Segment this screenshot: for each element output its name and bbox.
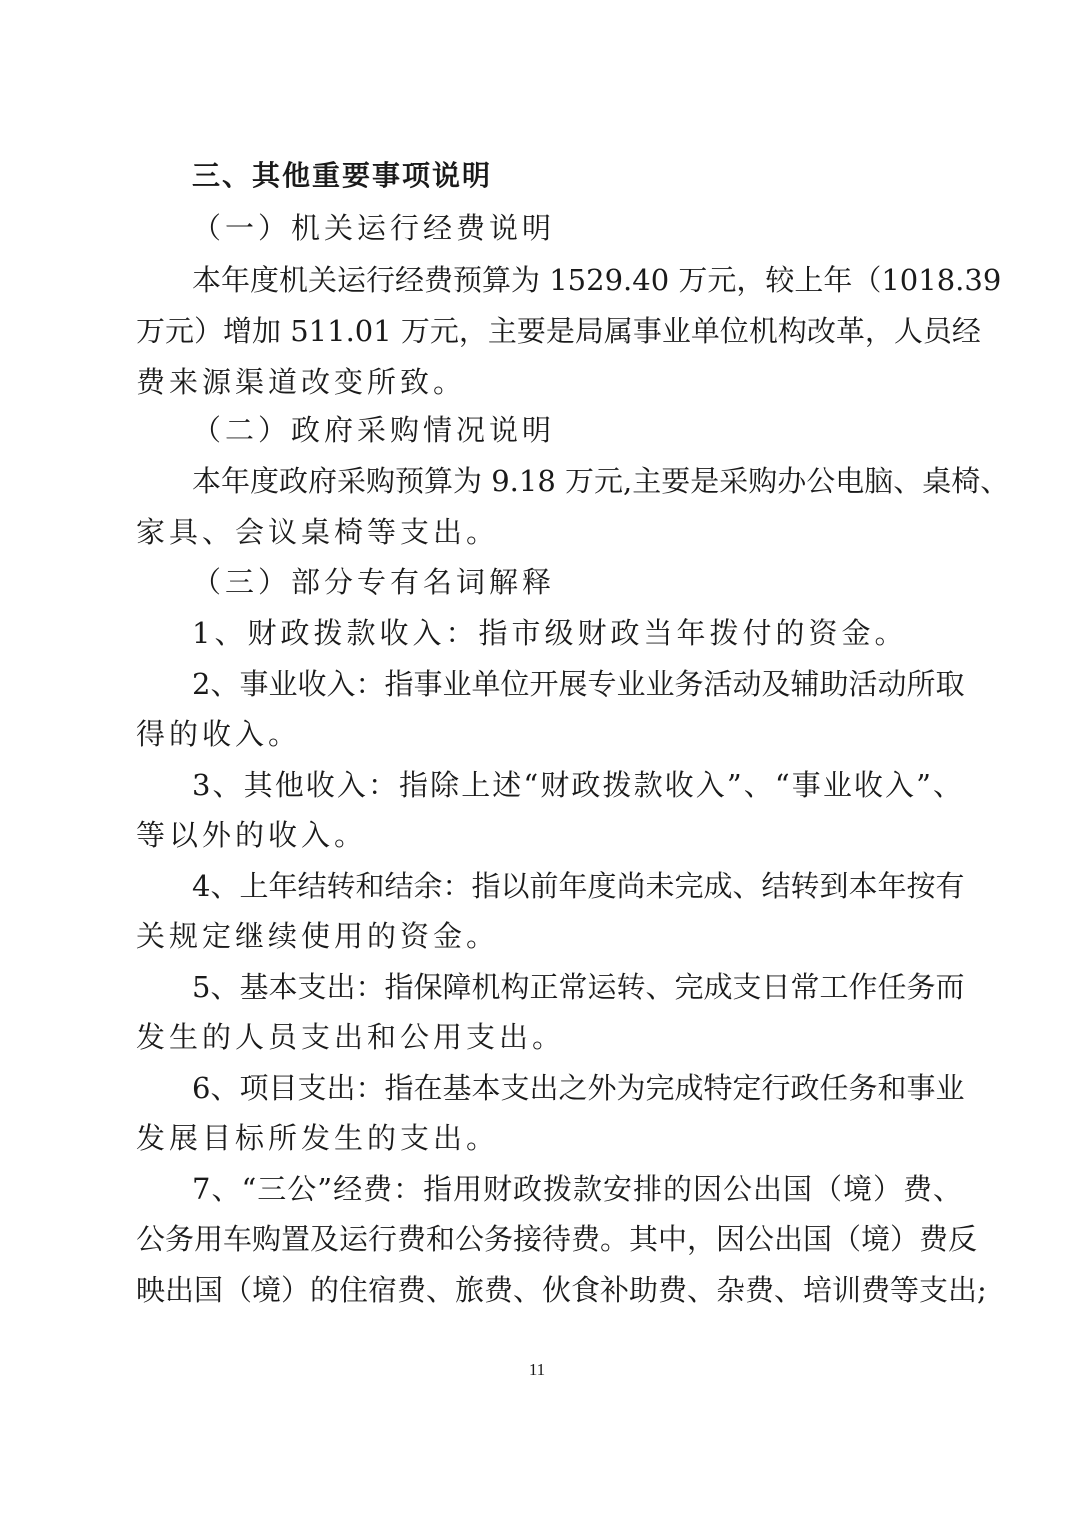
term-item: 7、“三公”经费：指用财政拨款安排的因公出国（境）费、 [192,1172,962,1206]
paragraph-line: 本年度机关运行经费预算为 1529.40 万元，较上年（1018.39 [192,263,1002,297]
subsection-heading-operating-costs: （一）机关运行经费说明 [192,211,556,245]
term-item: 4、上年结转和结余：指以前年度尚未完成、结转到本年按有 [192,869,965,903]
term-item-continuation: 映出国（境）的住宿费、旅费、伙食补助费、杂费、培训费等支出; [136,1273,987,1307]
paragraph-line: 费来源渠道改变所致。 [136,365,467,399]
paragraph-line: 家具、会议桌椅等支出。 [136,515,500,549]
section-title: 三、其他重要事项说明 [192,159,493,192]
term-item-continuation: 发展目标所发生的支出。 [136,1121,500,1155]
page-number: 11 [528,1360,546,1379]
term-item-continuation: 等以外的收入。 [136,818,368,852]
paragraph-line: 万元）增加 511.01 万元，主要是局属事业单位机构改革，人员经 [136,314,981,348]
term-item-continuation: 发生的人员支出和公用支出。 [136,1020,566,1054]
term-item: 3、其他收入：指除上述“财政拨款收入”、“事业收入”、 [192,768,962,802]
subsection-heading-terms: （三）部分专有名词解释 [192,565,556,599]
term-item: 1、财政拨款收入：指市级财政当年拨付的资金。 [192,616,908,650]
term-item-continuation: 关规定继续使用的资金。 [136,919,500,953]
term-item: 2、事业收入：指事业单位开展专业业务活动及辅助活动所取 [192,667,965,701]
paragraph-line: 本年度政府采购预算为 9.18 万元,主要是采购办公电脑、桌椅、 [192,464,1010,498]
term-item: 6、项目支出：指在基本支出之外为完成特定行政任务和事业 [192,1071,965,1105]
term-item-continuation: 得的收入。 [136,717,302,751]
term-item: 5、基本支出：指保障机构正常运转、完成支日常工作任务而 [192,970,965,1004]
term-item-continuation: 公务用车购置及运行费和公务接待费。其中，因公出国（境）费反 [136,1222,978,1256]
subsection-heading-procurement: （二）政府采购情况说明 [192,413,556,447]
